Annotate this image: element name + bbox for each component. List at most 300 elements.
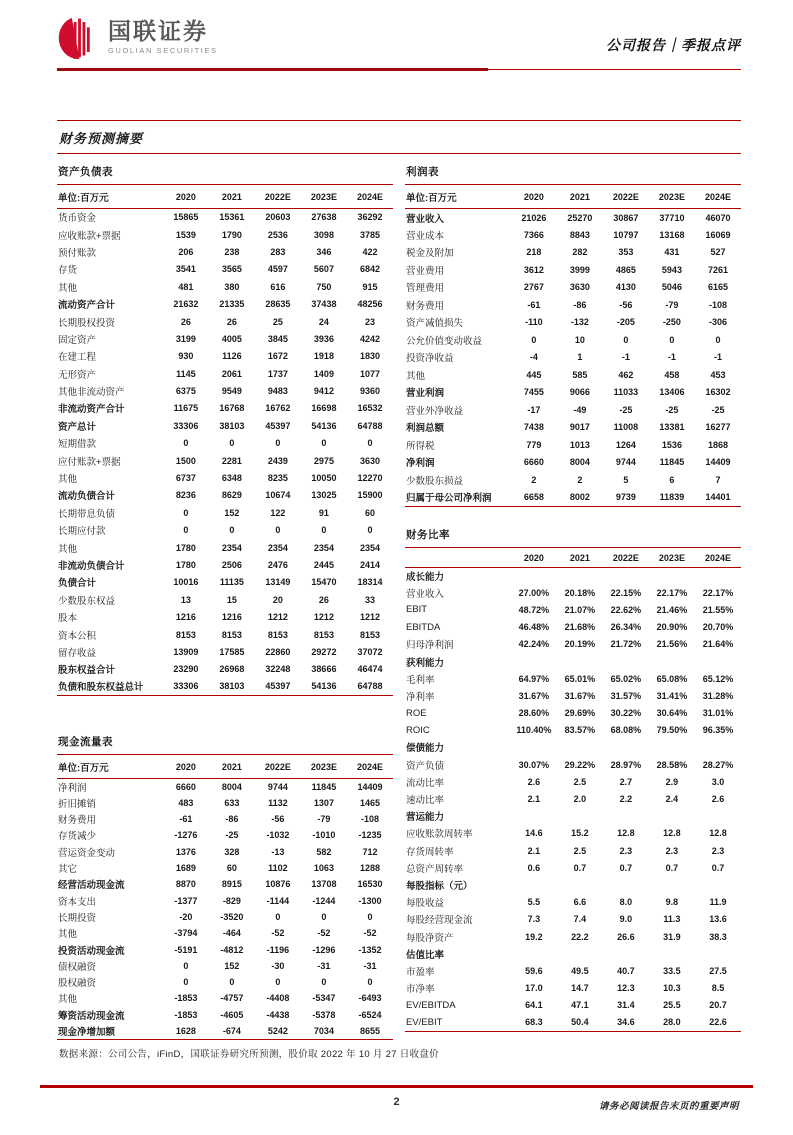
- table-row: [57, 941, 393, 957]
- year-header: 2024E: [695, 548, 741, 568]
- row-label: 营业收入: [406, 213, 445, 225]
- cell-value: 7.4: [573, 914, 587, 925]
- cell-value: 5943: [661, 264, 682, 275]
- cell-value: 8235: [267, 473, 288, 484]
- cell-value: 2476: [267, 560, 288, 570]
- cell-value: 13168: [659, 229, 685, 240]
- table-row: [405, 226, 741, 244]
- cell-value: 96.35%: [702, 725, 734, 736]
- cell-value: 13909: [173, 646, 199, 657]
- cell-value: 1628: [175, 1025, 196, 1036]
- row-label: ROIC: [406, 724, 430, 736]
- cell-value: 1077: [359, 368, 380, 379]
- cell-value: 30.64%: [656, 708, 688, 719]
- cell-value: 9483: [267, 386, 288, 397]
- cell-value: -86: [573, 299, 587, 310]
- cell-value: 11839: [659, 492, 685, 502]
- row-label: 流动比率: [406, 777, 445, 789]
- row-label: 公允价值变动收益: [406, 335, 483, 347]
- cell-value: -6493: [358, 993, 382, 1004]
- row-label: ROE: [406, 707, 427, 719]
- cell-value: 16532: [357, 403, 383, 414]
- table-row: [57, 226, 393, 243]
- cell-value: 11033: [613, 387, 639, 398]
- cell-value: 14401: [705, 492, 731, 502]
- cell-value: -31: [363, 960, 377, 971]
- logo-name-cn: 国联证券: [108, 17, 208, 44]
- cell-value: 2354: [313, 542, 334, 553]
- cell-value: 46474: [357, 664, 383, 675]
- table-row: [405, 636, 741, 653]
- header-divider: [57, 68, 741, 71]
- cell-value: 14409: [357, 781, 383, 792]
- left-column: [57, 154, 393, 1040]
- cell-value: 3612: [523, 264, 544, 275]
- cell-value: 2.2: [619, 794, 633, 805]
- cell-value: 65.02%: [610, 673, 642, 684]
- cell-value: 37438: [311, 299, 337, 310]
- row-label: 其他: [58, 543, 78, 555]
- cell-value: 582: [316, 846, 332, 857]
- cell-value: 60: [226, 863, 237, 874]
- cell-value: 2439: [267, 455, 288, 466]
- year-header: 2023E: [649, 185, 695, 209]
- table-row: [57, 811, 393, 827]
- cell-value: -61: [179, 814, 193, 825]
- cell-value: 0: [275, 525, 281, 536]
- cell-value: 14.6: [525, 828, 543, 839]
- cell-value: 65.08%: [656, 673, 688, 684]
- cell-value: 22.17%: [656, 587, 688, 598]
- cell-value: 47.1: [571, 1000, 589, 1011]
- row-label: 营业费用: [406, 265, 445, 277]
- cell-value: 26: [180, 316, 191, 327]
- cell-value: 283: [270, 246, 286, 257]
- cell-value: 0: [229, 525, 235, 536]
- cell-value: 0: [275, 911, 281, 922]
- cell-value: 453: [710, 369, 726, 380]
- cell-value: 59.6: [525, 965, 543, 976]
- table-row: [57, 626, 393, 643]
- table-row: [405, 962, 741, 979]
- footer-row: [0, 1096, 793, 1112]
- row-label: 所得税: [406, 440, 435, 452]
- cell-value: 10.3: [663, 983, 681, 994]
- cell-value: 11.3: [663, 914, 681, 925]
- row-label: 每股净资产: [406, 932, 454, 944]
- cell-value: 152: [224, 507, 240, 518]
- cell-value: 0: [183, 960, 189, 971]
- cell-value: [649, 653, 695, 670]
- table-row: [57, 1023, 393, 1039]
- cell-value: 21.07%: [564, 604, 596, 615]
- cell-value: 8.0: [619, 897, 633, 908]
- cell-value: 24: [318, 316, 329, 327]
- year-header: 2024E: [347, 755, 393, 779]
- cell-value: 26: [226, 316, 237, 327]
- section-row: [405, 653, 741, 670]
- cell-value: 31.41%: [656, 690, 688, 701]
- cell-value: 20.19%: [564, 639, 596, 650]
- cell-value: 13.6: [709, 914, 727, 925]
- cell-value: [695, 945, 741, 962]
- cell-value: 11675: [173, 403, 199, 414]
- cell-value: -79: [665, 299, 679, 310]
- cell-value: 1465: [359, 797, 380, 808]
- cell-value: [511, 945, 557, 962]
- row-label: 其他: [58, 474, 78, 486]
- cell-value: 0: [367, 438, 373, 449]
- cell-value: -1196: [266, 944, 290, 955]
- cell-value: 40.7: [617, 965, 635, 976]
- cell-value: 20603: [265, 212, 291, 223]
- cell-value: 28.27%: [702, 759, 734, 770]
- cell-value: 0.7: [711, 862, 725, 873]
- cell-value: 6375: [175, 386, 196, 397]
- cell-value: 1307: [313, 797, 334, 808]
- row-label: 债权融资: [58, 961, 97, 973]
- cell-value: 0: [367, 977, 373, 988]
- table-row: [405, 773, 741, 790]
- cell-value: 38103: [219, 420, 245, 431]
- cell-value: 20.90%: [656, 622, 688, 633]
- row-label: 每股收益: [406, 898, 445, 910]
- row-label: 速动比率: [406, 795, 445, 807]
- cell-value: -25: [665, 404, 679, 415]
- year-header: 2023E: [649, 548, 695, 568]
- cell-value: 8153: [267, 629, 288, 640]
- cell-value: 8655: [359, 1025, 380, 1036]
- financial-table: [405, 185, 741, 507]
- cell-value: 0: [321, 911, 327, 922]
- cell-value: 83.57%: [564, 725, 596, 736]
- financial-table: [57, 755, 393, 1040]
- cell-value: 64.1: [525, 1000, 543, 1011]
- cell-value: 2.5: [573, 845, 587, 856]
- table-row: [57, 504, 393, 521]
- cell-value: 1212: [359, 612, 380, 623]
- cell-value: -52: [271, 928, 285, 939]
- cell-value: 49.5: [571, 965, 589, 976]
- cell-value: [557, 945, 603, 962]
- cell-value: 8870: [175, 879, 196, 890]
- year-header: 2022E: [603, 548, 649, 568]
- cell-value: 1737: [267, 368, 288, 379]
- cell-value: 527: [710, 247, 726, 258]
- cell-value: [603, 945, 649, 962]
- cell-value: 20.18%: [564, 587, 596, 598]
- cell-value: 18314: [357, 577, 383, 588]
- cell-value: 1288: [359, 863, 380, 874]
- cell-value: 206: [178, 246, 194, 257]
- cell-value: -205: [616, 317, 635, 328]
- cell-value: 2354: [267, 542, 288, 553]
- cell-value: 15: [226, 594, 237, 605]
- cell-value: 15.2: [571, 828, 589, 839]
- row-label: 税金及附加: [406, 248, 454, 260]
- table-income-statement: [405, 160, 741, 507]
- cell-value: 20.70%: [702, 622, 734, 633]
- cell-value: -5347: [312, 993, 336, 1004]
- cell-value: 6842: [359, 264, 380, 275]
- report-body: [57, 120, 741, 1060]
- cell-value: 238: [224, 246, 240, 257]
- table-row: [57, 909, 393, 925]
- cell-value: [511, 876, 557, 893]
- cell-value: 1539: [175, 229, 196, 240]
- table-row: [405, 584, 741, 601]
- table-row: [405, 997, 741, 1014]
- cell-value: 3565: [221, 264, 242, 275]
- row-label: 资产减值损失: [406, 318, 464, 330]
- cell-value: -4812: [220, 944, 244, 955]
- cell-value: 26.6: [617, 931, 635, 942]
- table-row: [405, 279, 741, 297]
- table-cash-flow: [57, 730, 393, 1040]
- cell-value: -4438: [266, 1009, 290, 1020]
- table-row: [57, 778, 393, 794]
- cell-value: -1: [713, 352, 722, 363]
- table-row: [405, 261, 741, 279]
- header-row: [57, 185, 393, 209]
- table-row: [405, 419, 741, 437]
- cell-value: 16698: [311, 403, 337, 414]
- cell-value: -250: [662, 317, 681, 328]
- cell-value: 12270: [357, 473, 383, 484]
- cell-value: 26.34%: [610, 622, 642, 633]
- cell-value: 4005: [221, 333, 242, 344]
- cell-value: -1244: [312, 895, 336, 906]
- cell-value: 45397: [265, 420, 291, 431]
- row-label: 在建工程: [58, 352, 97, 364]
- cell-value: 0: [715, 334, 721, 345]
- cell-value: 33306: [173, 681, 199, 692]
- table-row: [57, 643, 393, 660]
- row-label: 现金净增加额: [58, 1026, 116, 1038]
- row-label: 预付账款: [58, 247, 97, 259]
- table-row: [57, 678, 393, 695]
- cell-value: -4757: [220, 993, 244, 1004]
- cell-value: 1868: [707, 439, 728, 450]
- cell-value: 122: [270, 507, 286, 518]
- table-row: [405, 911, 741, 928]
- row-label: 偿债能力: [406, 743, 445, 755]
- cell-value: 346: [316, 246, 332, 257]
- cell-value: 15865: [173, 212, 199, 223]
- financial-table: [57, 185, 393, 696]
- cell-value: 31.67%: [564, 690, 596, 701]
- cell-value: 712: [362, 846, 378, 857]
- row-label: 其他: [58, 282, 78, 294]
- cell-value: 9.8: [665, 897, 679, 908]
- cell-value: [603, 567, 649, 584]
- cell-value: [649, 739, 695, 756]
- unit-label: 单位:百万元: [405, 185, 511, 209]
- cell-value: -20: [179, 911, 193, 922]
- cell-value: [603, 808, 649, 825]
- row-label: 资产总计: [58, 421, 97, 433]
- table-row: [405, 619, 741, 636]
- header-row: [405, 185, 741, 209]
- table-row: [57, 209, 393, 226]
- cell-value: 60: [364, 507, 375, 518]
- cell-value: [649, 808, 695, 825]
- table-row: [405, 209, 741, 227]
- cell-value: 8004: [569, 457, 590, 468]
- cell-value: 26968: [219, 664, 245, 675]
- row-label: 营业收入: [406, 588, 445, 600]
- cell-value: 7034: [313, 1025, 334, 1036]
- page-header: [57, 13, 741, 63]
- cell-value: 23: [364, 316, 375, 327]
- cell-value: 0: [229, 977, 235, 988]
- cell-value: 13025: [311, 490, 337, 501]
- cell-value: 915: [362, 281, 378, 292]
- row-label: 每股指标（元）: [406, 880, 473, 892]
- cell-value: 6348: [221, 473, 242, 484]
- row-label: 资本支出: [58, 896, 97, 908]
- cell-value: 1132: [268, 797, 288, 808]
- cell-value: 29272: [311, 646, 337, 657]
- table-title: 现金流量表: [57, 730, 393, 755]
- cell-value: 2.5: [573, 776, 587, 787]
- cell-value: 0: [229, 438, 235, 449]
- row-label: 估值比率: [406, 949, 445, 961]
- cell-value: 3.0: [711, 776, 725, 787]
- row-label: 负债合计: [58, 578, 97, 590]
- cell-value: 12.8: [663, 828, 681, 839]
- table-row: [405, 296, 741, 314]
- cell-value: 483: [178, 797, 194, 808]
- cell-value: 481: [178, 281, 194, 292]
- row-label: 少数股东损益: [406, 475, 464, 487]
- cell-value: 38666: [311, 664, 337, 675]
- table-row: [57, 365, 393, 382]
- row-label: 无形资产: [58, 369, 97, 381]
- cell-value: 31.01%: [702, 708, 734, 719]
- cell-value: 8915: [221, 879, 242, 890]
- cell-value: 4865: [615, 264, 636, 275]
- cell-value: 16530: [357, 879, 383, 890]
- table-row: [57, 591, 393, 608]
- cell-value: -674: [222, 1025, 241, 1036]
- cell-value: 7366: [523, 229, 544, 240]
- cell-value: 9066: [569, 387, 590, 398]
- cell-value: 3785: [359, 229, 380, 240]
- cell-value: 445: [526, 369, 542, 380]
- cell-value: -31: [317, 960, 331, 971]
- cell-value: 585: [572, 369, 588, 380]
- summary-section: [57, 120, 741, 154]
- cell-value: 0: [183, 507, 189, 518]
- cell-value: [649, 945, 695, 962]
- cell-value: 1790: [221, 229, 242, 240]
- cell-value: 750: [316, 281, 332, 292]
- cell-value: 3999: [569, 264, 590, 275]
- cell-value: 8153: [313, 629, 334, 640]
- cell-value: 19.2: [525, 931, 543, 942]
- table-row: [57, 261, 393, 278]
- year-header: 2024E: [695, 185, 741, 209]
- cell-value: 11845: [311, 781, 337, 792]
- table-row: [57, 522, 393, 539]
- table-row: [405, 454, 741, 472]
- cell-value: -49: [573, 404, 587, 415]
- table-row: [405, 349, 741, 367]
- cell-value: 2767: [523, 282, 544, 293]
- table-row: [57, 925, 393, 941]
- year-header: 2023E: [301, 755, 347, 779]
- row-label: 总资产周转率: [406, 863, 464, 875]
- row-label: EBIT: [406, 604, 428, 616]
- cell-value: -61: [527, 299, 541, 310]
- cell-value: 0.7: [573, 862, 587, 873]
- table-row: [57, 539, 393, 556]
- cell-value: 10: [574, 334, 585, 345]
- row-label: 营运资金变动: [58, 847, 116, 859]
- cell-value: 8153: [359, 629, 380, 640]
- cell-value: 1672: [267, 351, 288, 362]
- cell-value: 68.3: [525, 1017, 543, 1028]
- table-row: [405, 1014, 741, 1031]
- cell-value: 22.62%: [610, 604, 642, 615]
- cell-value: 3199: [175, 333, 196, 344]
- row-label: 长期应付款: [58, 526, 106, 538]
- cell-value: -56: [271, 814, 285, 825]
- cell-value: 2.3: [711, 845, 725, 856]
- cell-value: 48.72%: [518, 604, 550, 615]
- cell-value: 8236: [175, 490, 196, 501]
- table-row: [405, 331, 741, 349]
- table-row: [57, 608, 393, 625]
- cell-value: 33: [364, 594, 375, 605]
- cell-value: [649, 567, 695, 584]
- table-row: [57, 435, 393, 452]
- cell-value: -79: [317, 814, 331, 825]
- cell-value: 616: [270, 281, 286, 292]
- cell-value: 31.9: [663, 931, 681, 942]
- cell-value: 2.9: [665, 776, 679, 787]
- cell-value: 28635: [265, 299, 291, 310]
- cell-value: 10674: [265, 490, 291, 501]
- cell-value: 2.1: [527, 845, 541, 856]
- row-label: EV/EBITDA: [406, 999, 456, 1011]
- cell-value: [557, 653, 603, 670]
- cell-value: 64788: [357, 681, 383, 692]
- cell-value: 54136: [311, 681, 337, 692]
- cell-value: 9744: [615, 457, 636, 468]
- section-row: [405, 876, 741, 893]
- cell-value: 11.9: [709, 897, 727, 908]
- cell-value: 3098: [313, 229, 334, 240]
- logo-text: [108, 17, 218, 55]
- cell-value: 31.57%: [610, 690, 642, 701]
- table-row: [57, 330, 393, 347]
- cell-value: 2445: [313, 560, 334, 570]
- table-row: [405, 980, 741, 997]
- cell-value: 1264: [615, 439, 636, 450]
- cell-value: [511, 567, 557, 584]
- cell-value: 46.48%: [518, 622, 550, 633]
- row-label: 净利率: [406, 691, 435, 703]
- cell-value: -25: [711, 404, 725, 415]
- cell-value: -1853: [174, 993, 198, 1004]
- cell-value: [557, 808, 603, 825]
- year-header: 2022E: [603, 185, 649, 209]
- cell-value: 1102: [268, 863, 288, 874]
- cell-value: 21.46%: [656, 604, 688, 615]
- cell-value: 9549: [221, 386, 242, 397]
